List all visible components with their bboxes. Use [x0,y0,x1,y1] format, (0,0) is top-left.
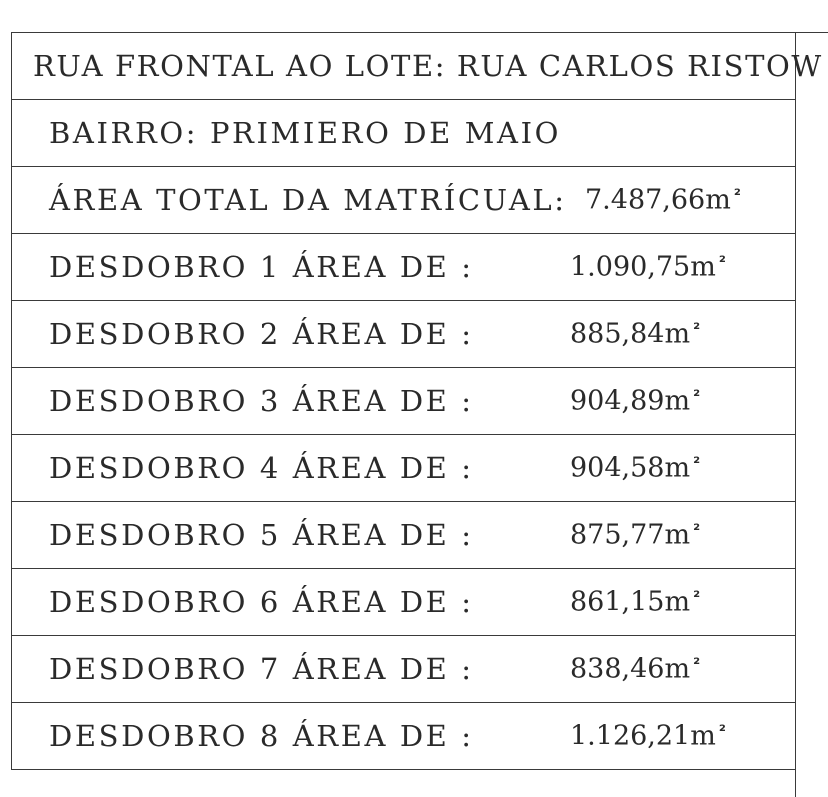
total-area-label: ÁREA TOTAL DA MATRÍCUAL: [49,183,567,217]
table-row-desdobro-5 [11,502,795,569]
desdobro-area-value: 861,15m $^{^2}$ [570,586,701,618]
desdobro-label: DESDOBRO 7 ÁREA DE : [49,652,474,686]
desdobro-area-value: 1.126,21m $^{^2}$ [570,720,726,752]
table-row-desdobro-1 [11,234,795,301]
desdobro-area-value: 1.090,75m $^{^2}$ [570,251,726,283]
desdobro-label: DESDOBRO 8 ÁREA DE : [49,719,474,753]
table-row-desdobro-4 [11,435,795,502]
table-row-desdobro-2 [11,301,795,368]
table-row-desdobro-8 [11,703,795,770]
desdobro-label: DESDOBRO 1 ÁREA DE : [49,250,474,284]
desdobro-area-value: 904,58m $^{^2}$ [570,452,701,484]
table-row-street [11,33,823,100]
table-row-total-area [11,167,795,234]
table-row-desdobro-3 [11,368,795,435]
neighborhood-label: BAIRRO: PRIMIERO DE MAIO [49,116,561,150]
desdobro-label: DESDOBRO 2 ÁREA DE : [49,317,474,351]
desdobro-area-value: 875,77m $^{^2}$ [570,519,701,551]
total-area-value: 7.487,66m $^{^2}$ [585,184,741,216]
desdobro-label: DESDOBRO 5 ÁREA DE : [49,518,474,552]
table-right-border [795,32,796,797]
desdobro-label: DESDOBRO 4 ÁREA DE : [49,451,474,485]
desdobro-area-value: 838,46m $^{^2}$ [570,653,701,685]
street-label: RUA FRONTAL AO LOTE: RUA CARLOS RISTOW [33,49,823,83]
desdobro-area-value: 904,89m $^{^2}$ [570,385,701,417]
table-row-desdobro-6 [11,569,795,636]
table-row-desdobro-7 [11,636,795,703]
table-row-neighborhood [11,100,795,167]
desdobro-area-value: 885,84m $^{^2}$ [570,318,701,350]
desdobro-label: DESDOBRO 3 ÁREA DE : [49,384,474,418]
desdobro-label: DESDOBRO 6 ÁREA DE : [49,585,474,619]
